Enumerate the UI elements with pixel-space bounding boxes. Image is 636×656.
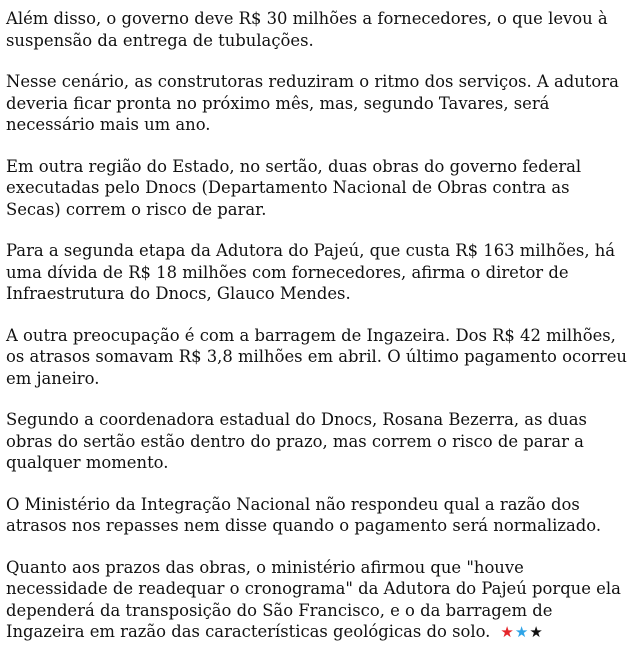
paragraph-5: A outra preocupação é com a barragem de Ingazeira. Dos R$ 42 milhões, os atrasos somavam R$ 3,8 milhões em abril. O último pagamento ocorreu em janeiro. bbox=[6, 325, 627, 388]
end-of-article-stars bbox=[500, 622, 543, 644]
star-icon-black: ★ bbox=[529, 623, 544, 641]
star-icon-red: ★ bbox=[500, 623, 515, 641]
paragraph-2: Nesse cenário, as construtoras reduziram o ritmo dos serviços. A adutora deveria ficar pronta no próximo mês, mas, segundo Tavares, será necessário mais um ano. bbox=[6, 72, 619, 134]
paragraph-8 bbox=[6, 557, 628, 644]
paragraph-4: Para a segunda etapa da Adutora do Pajeú, que custa R$ 163 milhões, há uma dívida de R$ 18 milhões com fornecedores, afirma o diretor de Infraestrutura do Dnocs, Glauco Mendes. bbox=[6, 241, 616, 303]
star-icon-blue: ★ bbox=[514, 623, 530, 641]
paragraph-8-text: Quanto aos prazos das obras, o ministério afirmou que "houve necessidade de readequar o cronograma" da Adutora do Pajeú porque ela dependerá da transposição do São Francisco, e o da barragem de Ingazeira em razão das características geológicas do solo. bbox=[6, 557, 621, 641]
paragraph-3: Em outra região do Estado, no sertão, duas obras do governo federal executadas pelo Dnocs (Departamento Nacional de Obras contra as Secas) correm o risco de parar. bbox=[6, 156, 582, 219]
paragraph-1: Além disso, o governo deve R$ 30 milhões a fornecedores, o que levou à suspensão da entrega de tubulações. bbox=[6, 9, 608, 50]
paragraph-7: O Ministério da Integração Nacional não respondeu qual a razão dos atrasos nos repasses nem disse quando o pagamento será normalizado. bbox=[6, 494, 602, 535]
paragraph-6: Segundo a coordenadora estadual do Dnocs, Rosana Bezerra, as duas obras do sertão estão dentro do prazo, mas correm o risco de parar a qualquer momento. bbox=[6, 410, 587, 472]
